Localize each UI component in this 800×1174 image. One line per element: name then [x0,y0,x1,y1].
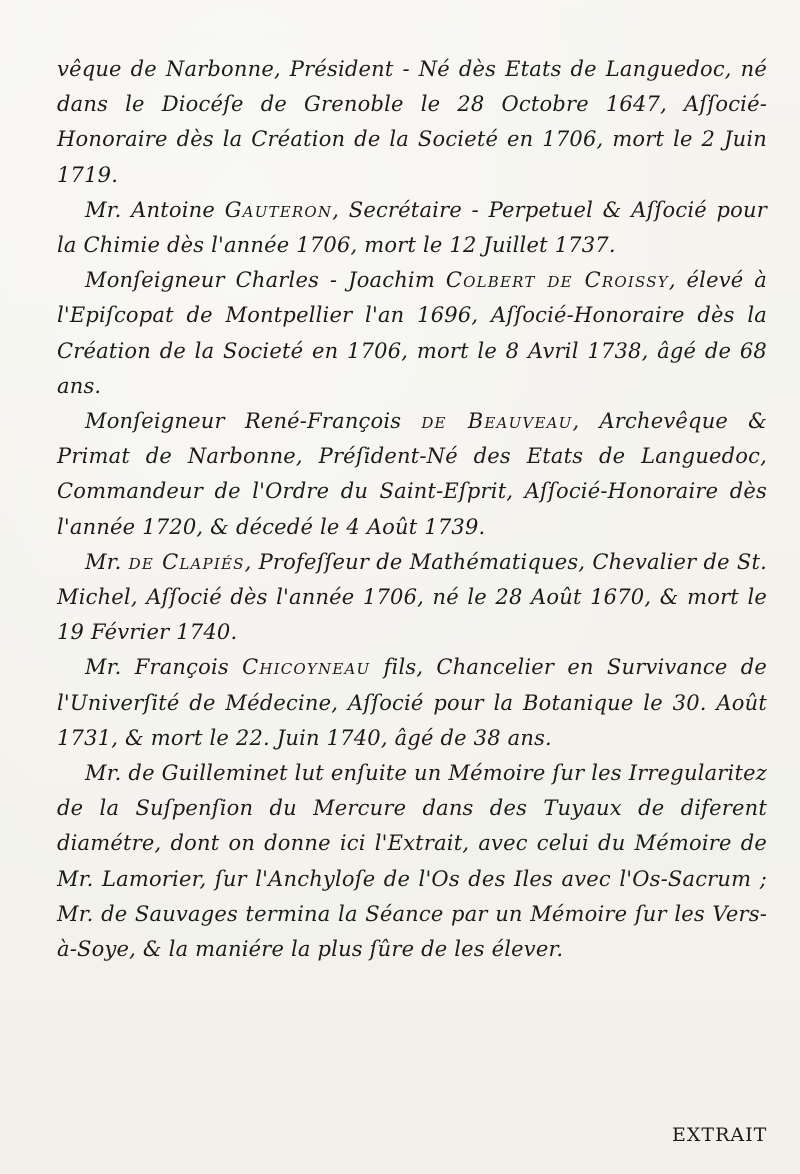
beauveau-name: de Beauveau [421,409,573,434]
paragraph-clapies [57,545,767,651]
text-block [57,52,767,967]
beauveau-prefix: Monſeigneur René-François [85,409,422,434]
chicoyneau-text: fils, Chancelier en Survivance de l'Univerſité de Médecine, Aſſocié pour la Botanique le 30. Août 1731, & mort le 22. Juin 1740, âgé de 38 ans. [57,655,767,750]
gauteron-name: Gauteron [224,197,333,222]
chicoyneau-prefix: Mr. François [85,655,243,680]
paragraph-guilleminet [57,756,767,967]
clapies-name: de Clapiés [128,549,245,574]
paragraph-chicoyneau [57,650,767,756]
chicoyneau-name: Chicoyneau [242,655,371,680]
guilleminet-text: Mr. de Guilleminet lut enſuite un Mémoire ſur les Irregularitez de la Suſpenſion du Mercure dans des Tuyaux de diferent diamétre, dont on donne ici l'Extrait, avec celui du Mémoire de Mr. Lamorier, ſur l'Anchyloſe de l'Os des Iles avec l'Os-Sacrum ; Mr. de Sauvages termina la Séance par un Mémoire ſur les Vers-à-Soye, & la maniére la plus ſûre de les élever. [57,761,767,962]
beauveau-text: , Archevêque & Primat de Narbonne, Préſident-Né des Etats de Languedoc, Commandeur de l'Ordre du Saint-Eſprit, Aſſocié-Honoraire dès l'année 1720, & décedé le 4 Août 1739. [57,409,768,539]
paragraph-colbert [57,263,767,404]
paragraph-beauveau [57,404,767,545]
colbert-text: , élevé à l'Epiſcopat de Montpellier l'an 1696, Aſſocié-Honoraire dès la Création de la Societé en 1706, mort le 8 Avril 1738, âgé de 68 ans. [57,268,767,398]
colbert-name: Colbert de Croissy [445,268,669,293]
catchword: EXTRAIT [672,1124,768,1146]
paragraph-gauteron [57,193,767,263]
paragraph-continuation [57,52,767,193]
clapies-text: , Profeſſeur de Mathématiques, Chevalier de St. Michel, Aſſocié dès l'année 1706, né le 28 Août 1670, & mort le 19 Février 1740. [57,549,767,645]
paragraph-continuation-text: vêque de Narbonne, Président - Né dès Etats de Languedoc, né dans le Diocéſe de Grenoble le 28 Octobre 1647, Aſſocié-Honoraire dès la Création de la Societé en 1706, mort le 2 Juin 1719. [57,57,767,187]
gauteron-prefix: Mr. Antoine [85,197,225,222]
clapies-prefix: Mr. [85,549,129,574]
gauteron-text: , Secrétaire - Perpetuel & Aſſocié pour la Chimie dès l'année 1706, mort le 12 Juillet 1737. [57,197,767,258]
colbert-prefix: Monſeigneur Charles - Joachim [85,268,446,293]
